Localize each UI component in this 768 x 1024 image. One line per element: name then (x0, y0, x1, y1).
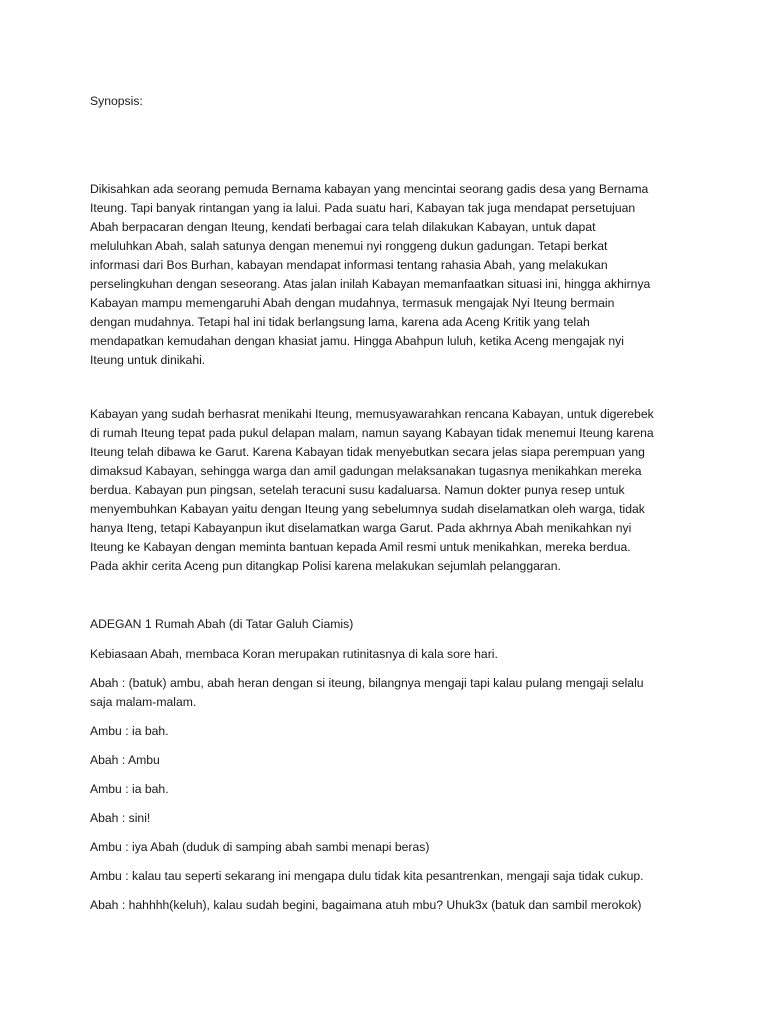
text-line: hanya Iteng, tetapi Kabayanpun ikut diselamatkan warga Garut. Pada akhrnya Abah menikahkan nyi (90, 521, 632, 535)
scene-intro: Kebiasaan Abah, membaca Koran merupakan rutinitasnya di kala sore hari. (90, 647, 498, 661)
text-line: Iteung telah dibawa ke Garut. Karena Kabayan tidak menyebutkan secara jelas siapa perempuan yang (90, 445, 645, 459)
synopsis-paragraph-2 (90, 405, 690, 576)
text-line: dengan mudahnya. Tetapi hal ini tidak berlangsung lama, karena ada Aceng Kritik yang telah (90, 315, 590, 329)
text-line: meluluhkan Abah, salah satunya dengan menemui nyi ronggeng dukun gadungan. Tetapi berkat (90, 239, 608, 253)
text-line: Abah berpacaran dengan Iteung, kendati berbagai cara telah dilakukan Kabayan, untuk dapat (90, 220, 596, 234)
synopsis-heading: Synopsis: (90, 94, 143, 108)
dialogue-line: Ambu : ia bah. (90, 782, 169, 796)
text-line: Dikisahkan ada seorang pemuda Bernama kabayan yang mencintai seorang gadis desa yang Bernama (90, 182, 649, 196)
text-line: berdua. Kabayan pun pingsan, setelah teracuni susu kadaluarsa. Namun dokter punya resep untuk (90, 483, 625, 497)
dialogue-line: Abah : sini! (90, 811, 151, 825)
synopsis-paragraph-1 (90, 180, 690, 370)
dialogue-line: Abah : hahhhh(keluh), kalau sudah begini, bagaimana atuh mbu? Uhuk3x (batuk dan sambil merokok) (90, 898, 642, 912)
text-line: Kabayan yang sudah berhasrat menikahi Iteung, memusyawarahkan rencana Kabayan, untuk digerebek (90, 407, 654, 421)
text-line: Pada akhir cerita Aceng pun ditangkap Polisi karena melakukan sejumlah pelanggaran. (90, 559, 561, 573)
text-line: Iteung untuk dinikahi. (90, 353, 206, 367)
dialogue-line (90, 674, 644, 712)
scene-title: ADEGAN 1 Rumah Abah (di Tatar Galuh Ciamis) (90, 617, 354, 631)
dialogue-line: Ambu : iya Abah (duduk di samping abah sambi menapi beras) (90, 840, 430, 854)
text-line: Iteung. Tapi banyak rintangan yang ia lalui. Pada suatu hari, Kabayan tak juga mendapat persetujuan (90, 201, 636, 215)
dialogue-text: Abah : (batuk) ambu, abah heran dengan si iteung, bilangnya mengaji tapi kalau pulang mengaji selalu (90, 676, 644, 690)
text-line: perselingkuhan dengan seseorang. Atas jalan inilah Kabayan memanfaatkan situasi ini, hingga akhirnya (90, 277, 651, 291)
text-line: informasi dari Bos Burhan, kabayan mendapat informasi tentang rahasia Abah, yang melakukan (90, 258, 608, 272)
text-line: dimaksud Kabayan, sehingga warga dan amil gadungan melaksanakan tugasnya menikahkan mereka (90, 464, 642, 478)
dialogue-line: Ambu : ia bah. (90, 724, 169, 738)
dialogue-line: Abah : Ambu (90, 753, 160, 767)
dialogue-line: Ambu : kalau tau seperti sekarang ini mengapa dulu tidak kita pesantrenkan, mengaji saja tidak cukup. (90, 869, 644, 883)
text-line: di rumah Iteung tepat pada pukul delapan malam, namun sayang Kabayan tidak menemui Iteung karena (90, 426, 654, 440)
text-line: mendapatkan kemudahan dengan khasiat jamu. Hingga Abahpun luluh, ketika Aceng mengajak nyi (90, 334, 624, 348)
text-line: Kabayan mampu memengaruhi Abah dengan mudahnya, termasuk mengajak Nyi Iteung bermain (90, 296, 615, 310)
dialogue-text: saja malam-malam. (90, 695, 197, 709)
text-line: Iteung ke Kabayan dengan meminta bantuan kepada Amil resmi untuk menikahkan, mereka berdua. (90, 540, 631, 554)
text-line: menyembuhkan Kabayan yaitu dengan Iteung yang sebelumnya sudah diselamatkan oleh warga, tidak (90, 502, 645, 516)
